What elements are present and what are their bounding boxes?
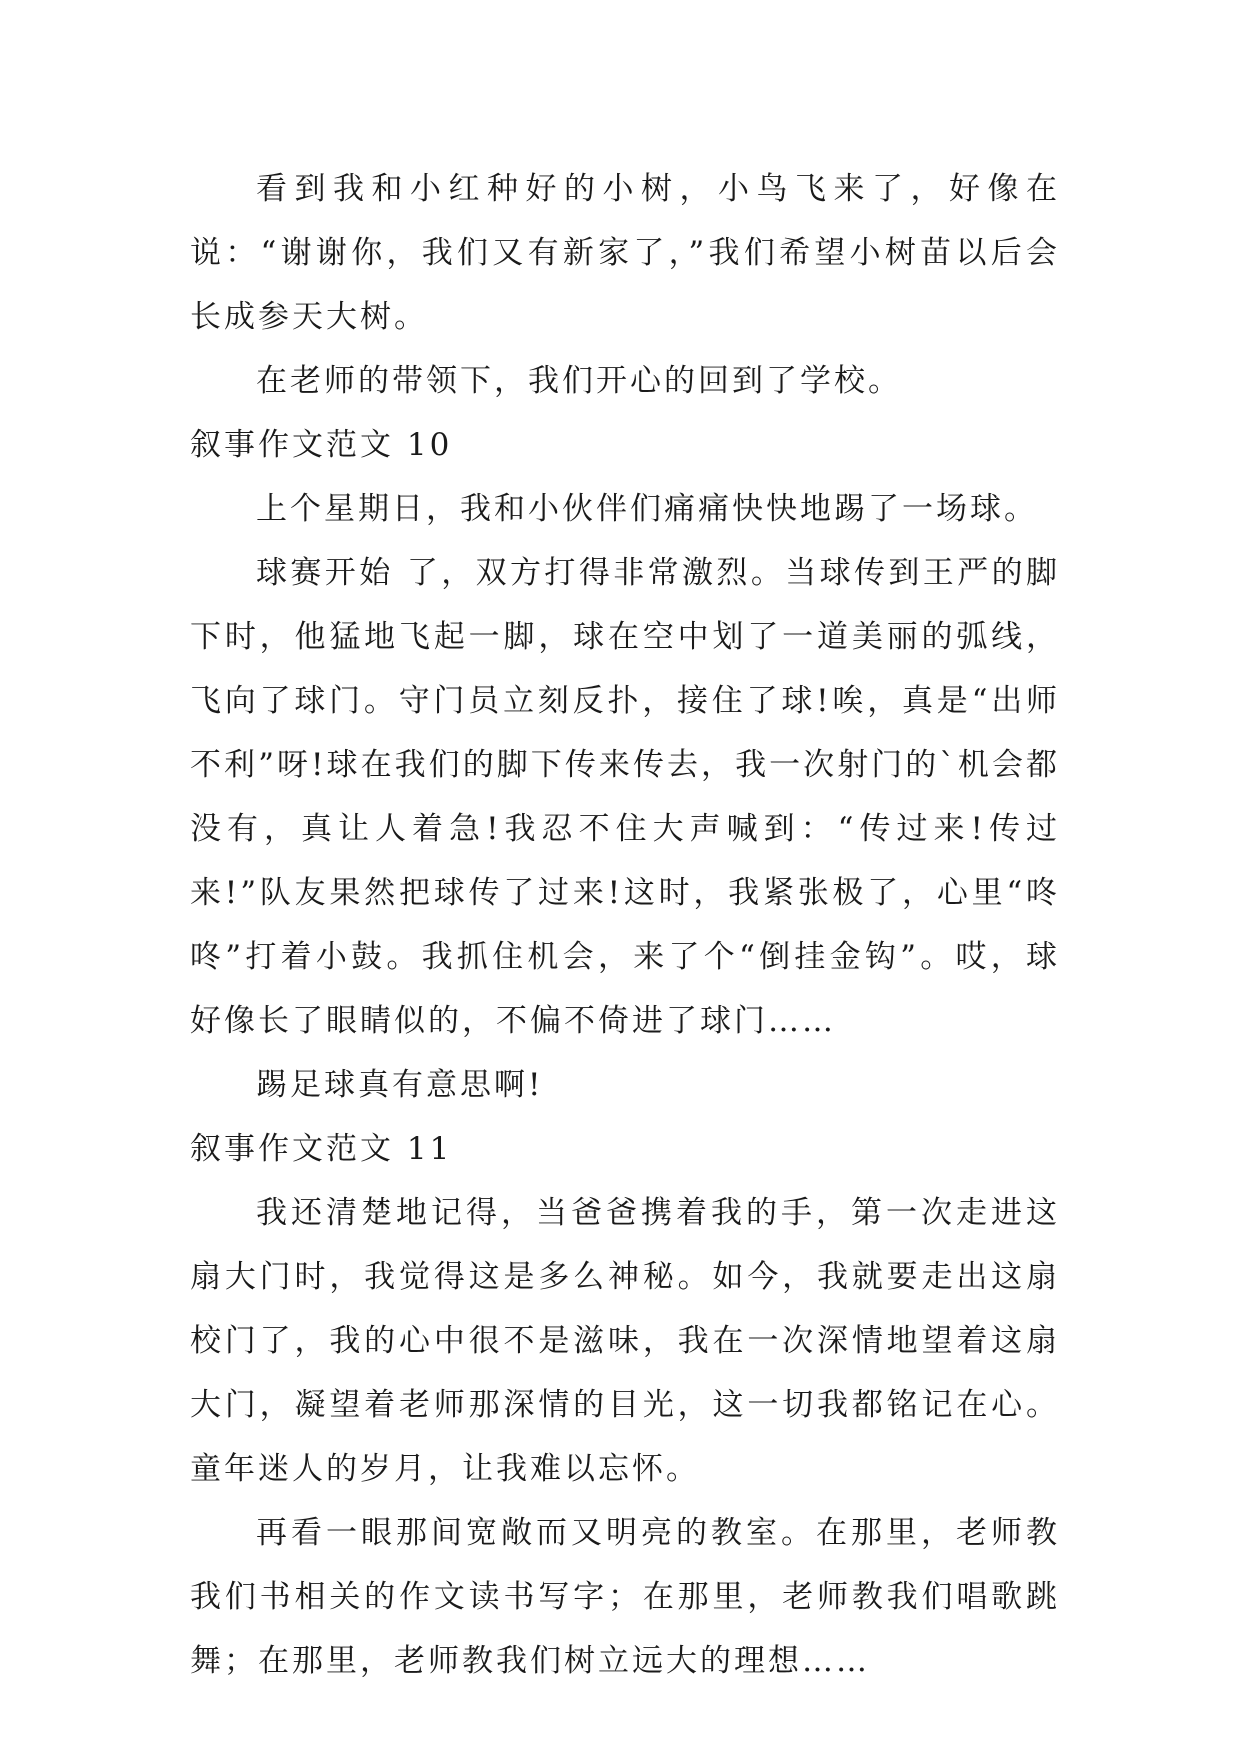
- paragraph: 看到我和小红种好的小树，小鸟飞来了，好像在说：“谢谢你，我们又有新家了，”我们希望小树苗以后会长成参天大树。: [190, 171, 1060, 335]
- section-heading: 叙事作文范文 10: [190, 427, 453, 463]
- paragraph: 我还清楚地记得，当爸爸携着我的手，第一次走进这扇大门时，我觉得这是多么神秘。如今，我就要走出这扇校门了，我的心中很不是滋味，我在一次深情地望着这扇大门，凝望着老师那深情的目光，这一切我都铭记在心。童年迷人的岁月，让我难以忘怀。: [190, 1195, 1060, 1487]
- paragraph: 在老师的带领下，我们开心的回到了学校。: [256, 363, 902, 399]
- document-page: [190, 157, 1060, 1693]
- section-heading: 叙事作文范文 11: [190, 1131, 453, 1167]
- paragraph: 上个星期日，我和小伙伴们痛痛快快地踢了一场球。: [256, 491, 1038, 527]
- paragraph: 再看一眼那间宽敞而又明亮的教室。在那里，老师教我们书相关的作文读书写字；在那里，老师教我们唱歌跳舞；在那里，老师教我们树立远大的理想……: [190, 1515, 1060, 1679]
- paragraph: 踢足球真有意思啊!: [256, 1067, 544, 1103]
- paragraph: 球赛开始 了，双方打得非常激烈。当球传到王严的脚下时，他猛地飞起一脚，球在空中划了一道美丽的弧线，飞向了球门。守门员立刻反扑，接住了球!唉，真是“出师不利”呀!球在我们的脚下传来传去，我一次射门的`机会都没有，真让人着急!我忍不住大声喊到：“传过来!传过来!”队友果然把球传了过来!这时，我紧张极了，心里“咚咚”打着小鼓。我抓住机会，来了个“倒挂金钩”。哎，球好像长了眼睛似的，不偏不倚进了球门……: [190, 555, 1060, 1039]
